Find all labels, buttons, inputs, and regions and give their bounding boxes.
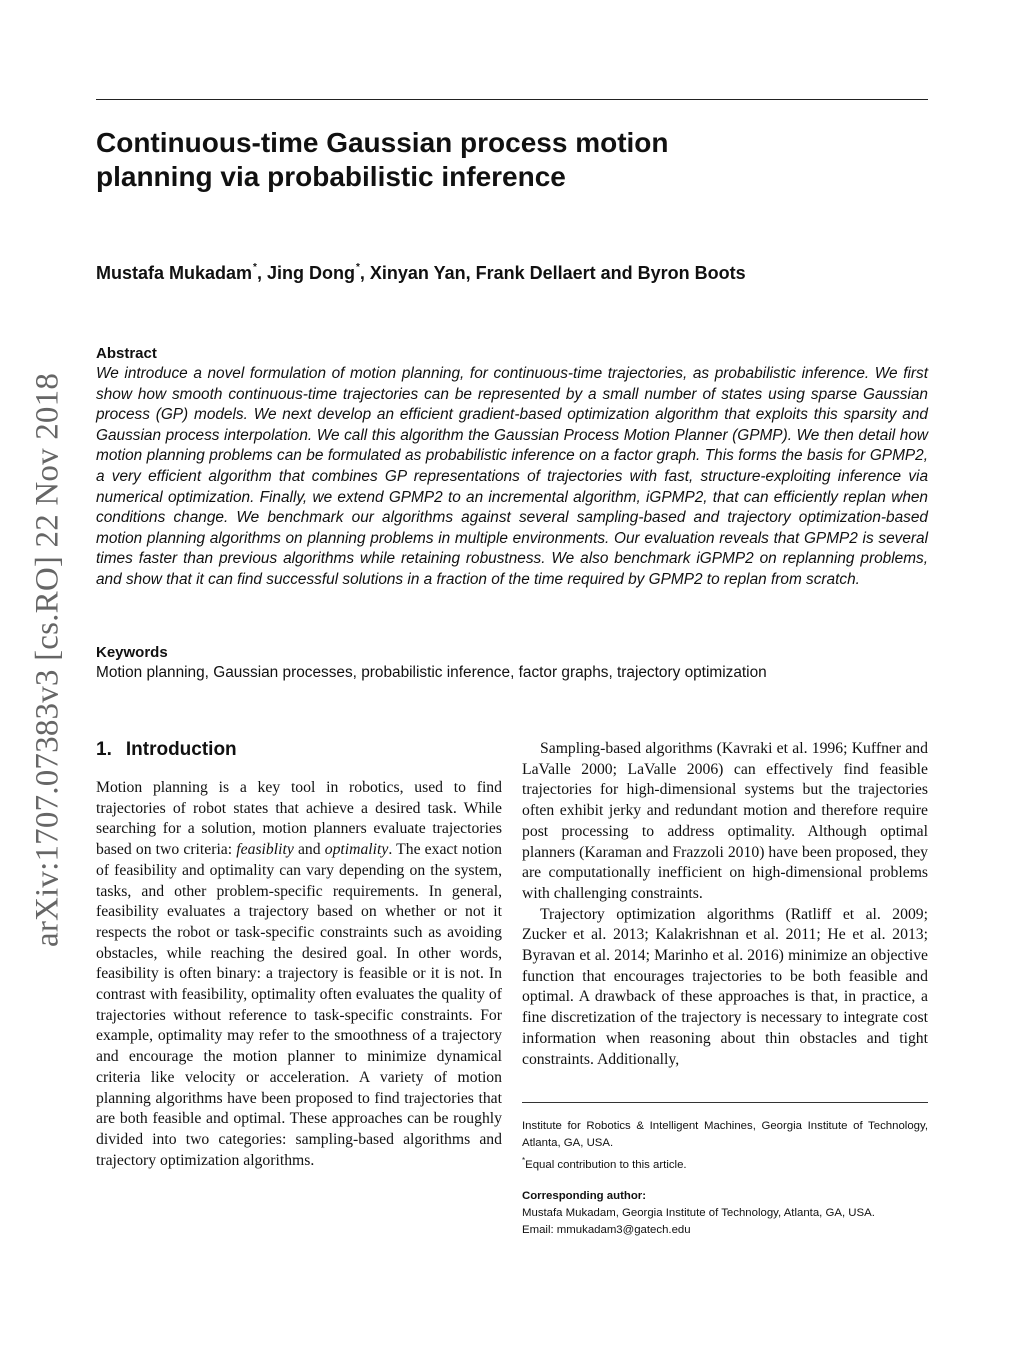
footnotes [522,1118,928,1239]
abstract-section [96,344,928,591]
footnote-mark: * [522,1156,526,1165]
keywords-heading: Keywords [96,644,168,661]
intro-paragraph: Sampling-based algorithms (Kavraki et al. 1996; Kuffner and LaValle 2000; LaValle 2006) can effectively find feasible trajectories for high-dimensional systems but the trajectories often exhibit jerky and redundant motion and therefore require post processing to address optimality. Although optimal planners (Karaman and Frazzoli 2010) have been proposed, they are computationally inefficient on high-dimensional problems with challenging constraints. [522,740,928,902]
introduction-heading [96,738,237,762]
affiliation-note: Institute for Robotics & Intelligent Machines, Georgia Institute of Technology, Atlanta, GA, USA. [522,1120,928,1149]
equal-contribution-note [522,1152,928,1174]
section-number: 1. [96,739,112,760]
emphasis-term: feasiblity [236,841,294,859]
emphasis-term: optimality [324,841,389,859]
corresponding-author-heading: Corresponding author: [522,1190,647,1202]
equal-contribution-mark: * [355,262,360,273]
corresponding-author-text: Mustafa Mukadam, Georgia Institute of Technology, Atlanta, GA, USA. [522,1207,875,1219]
author-name: Jing Dong [266,263,355,283]
abstract-heading: Abstract [96,345,157,362]
footnote-rule [522,1102,928,1103]
section-title: Introduction [125,739,237,760]
paper-title: Continuous-time Gaussian process motion planning via probabilistic inference [96,127,669,192]
keywords-section [96,643,928,684]
paragraph-text: and [293,841,325,859]
corresponding-author-email: Email: mmukadam3@gatech.edu [522,1224,691,1236]
right-column [522,739,928,1070]
arxiv-identifier: arXiv:1707.07383v3 [cs.RO] 22 Nov 2018 [29,372,66,948]
footnote-text: Equal contribution to this article. [525,1159,687,1171]
intro-paragraph [96,778,502,1171]
keywords-text: Motion planning, Gaussian processes, probabilistic inference, factor graphs, trajectory optimization [96,664,767,681]
author-names-rest: Xinyan Yan, Frank Dellaert and Byron Boots [369,263,746,283]
paragraph-text: Motion planning is a key tool in robotics, used to find trajectories of robot states that achieve a desired task. While searching for a solution, motion planners evaluate trajectories based on two criteria: [96,779,502,859]
equal-contribution-mark: * [253,262,257,273]
abstract-text: We introduce a novel formulation of motion planning, for continuous-time trajectories, as probabilistic inference. We first show how smooth continuous-time trajectories can be represented by a small number of states using sparse Gaussian process (GP) models. We next develop an efficient gradient-based optimization algorithm that exploits this sparsity and Gaussian process interpolation. We call this algorithm the Gaussian Process Motion Planner (GPMP). We then detail how motion planning problems can be formulated as probabilistic inference on a factor graph. This forms the basis for GPMP2, a very efficient algorithm that combines GP representations of trajectories with fast, structure-exploiting inference via numerical optimization. Finally, we extend GPMP2 to an incremental algorithm, iGPMP2, that can efficiently replan when conditions change. We benchmark our algorithms against several sampling-based and trajectory optimization-based motion planning algorithms on planning problems in multiple environments. Our evaluation reveals that GPMP2 is several times faster than previous algorithms while retaining robustness. We also benchmark iGPMP2 on replanning problems, and show that it can find successful solutions in a fraction of the time required by GPMP2 to replan from scratch. [96,365,928,588]
paragraph-text: . The exact notion of feasibility and optimality can vary depending on the system, tasks, and other problem-specific requirements. In general, feasibility evaluates a trajectory based on whether or not it respects the robot or task-specific constraints such as avoiding obstacles, while reaching the desired goal. In other words, feasibility is often binary: a trajectory is feasible or it is not. In contrast with feasibility, optimality often evaluates the quality of trajectories without reference to task-specific constraints. For example, optimality may refer to the smoothness of a trajectory and encourage the motion planner to minimize dynamical criteria like velocity or acceleration. A variety of motion planning algorithms have been proposed to find trajectories that are both feasible and optimal. These approaches can be roughly divided into two categories: sampling-based algorithms and trajectory optimization algorithms. [96,841,502,1169]
author-list: Mustafa Mukadam*, Jing Dong*, Xinyan Yan, Frank Dellaert and Byron Boots [96,262,746,283]
spacer [522,1174,928,1188]
intro-paragraph: Trajectory optimization algorithms (Ratliff et al. 2009; Zucker et al. 2013; Kalakrishnan et al. 2011; He et al. 2013; Byravan et al. 2014; Marinho et al. 2016) minimize an objective function that encourages trajectories to be both feasible and optimal. A drawback of these approaches is that, in practice, a fine discretization of the trajectory is necessary to integrate cost information when reasoning about thin obstacles and tight constraints. Additionally, [522,905,928,1068]
author-name: Mustafa Mukadam [96,263,253,283]
header-rule [96,99,928,100]
left-column [96,778,502,1171]
